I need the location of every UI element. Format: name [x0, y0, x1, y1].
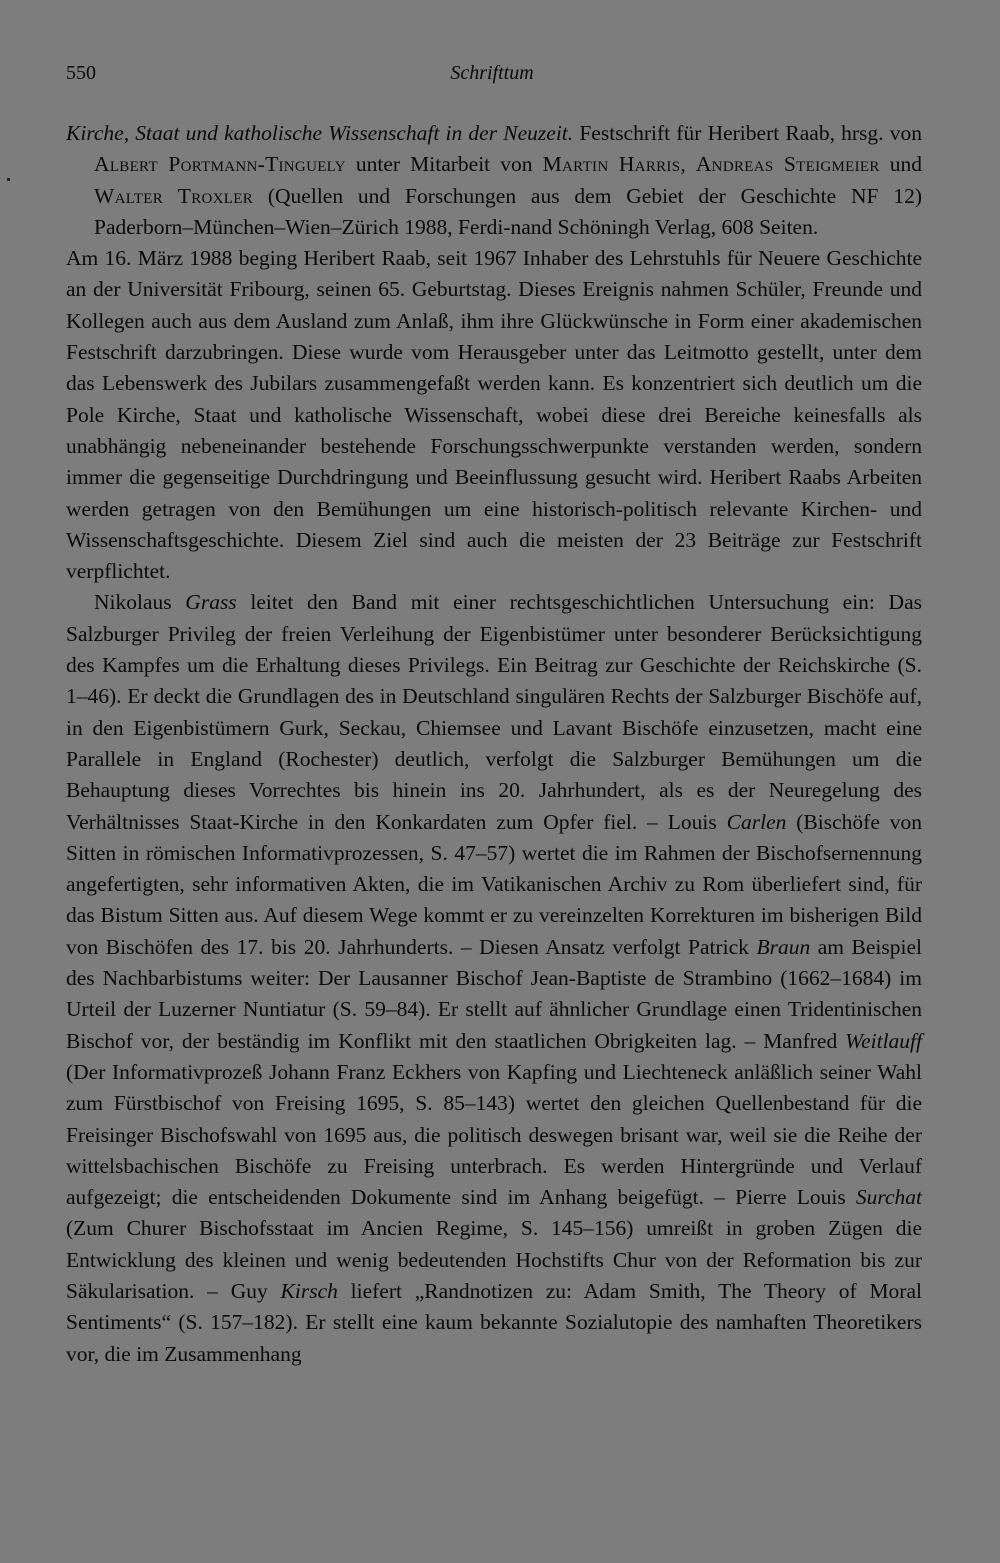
scan-speck	[7, 178, 10, 181]
paragraph-1: Am 16. März 1988 beging Heribert Raab, seit 1967 Inhaber des Lehrstuhls für Neuere Geschichte an der Universität Fribourg, seinen 65. Geburtstag. Dieses Ereignis nahmen Schüler, Freunde und Kollegen auch aus dem Ausland zum Anlaß, ihm ihre Glückwünsche in Form einer akademischen Festschrift darzubringen. Diese wurde vom Herausgeber unter das Leitmotto gestellt, unter dem das Lebenswerk des Jubilars zusammengefaßt werden kann. Es konzentriert sich deutlich um die Pole Kirche, Staat und katholische Wissenschaft, wobei diese drei Bereiche keinesfalls als unabhängig nebeneinander bestehende Forschungsschwerpunkte verstanden werden, sondern immer die gegenseitige Durchdringung und Beeinflussung gesucht wird. Heribert Raabs Arbeiten werden getragen von den Bemühungen um eine historisch-politisch relevante Kirchen- und Wissenschaftsgeschichte. Diesem Ziel sind auch die meisten der 23 Beiträge zur Festschrift verpflichtet.	[66, 246, 922, 584]
bibliographic-entry: Kirche, Staat und katholische Wissenschaft in der Neuzeit. Festschrift für Heribert Raab, hrsg. von Albert Portmann-Tinguely unter Mitarbeit von Martin Harris, Andreas Steigmeier und Walter Troxler (Quellen und Forschungen aus dem Gebiet der Geschichte NF 12) Paderborn–München–Wien–Zürich 1988, Ferdi-nand Schöningh Verlag, 608 Seiten.	[66, 121, 923, 239]
author-name: Braun	[756, 934, 811, 959]
page-number: 550	[66, 62, 96, 84]
editor-name: Albert Portmann-Tinguely	[94, 152, 346, 177]
body-text	[66, 118, 922, 1370]
author-name: Kirsch	[280, 1278, 338, 1303]
book-title: Kirche, Staat und katholische Wissenschaft in der Neuzeit.	[66, 121, 574, 145]
paragraph-2: Nikolaus Grass leitet den Band mit einer rechtsgeschichtlichen Untersuchung ein: Das Salzburger Privileg der freien Verleihung der Eigenbistümer unter besonderer Berücksichtigung des Kampfes um die Erhaltung dieses Privilegs. Ein Beitrag zur Geschichte der Reichskirche (S. 1–46). Er deckt die Grundlagen des in Deutschland singulären Rechts der Salzburger Bischöfe auf, in den Eigenbistümern Gurk, Seckau, Chiemsee und Lavant Bischöfe einzusetzen, macht eine Parallele in England (Rochester) deutlich, verfolgt die Salzburger Bemühungen um die Behauptung dieses Vorrechtes bis hinein ins 20. Jahrhundert, als es der Neuregelung des Verhältnisses Staat-Kirche in den Konkardaten zum Opfer fiel. – Louis Carlen (Bischöfe von Sitten in römischen Informativprozessen, S. 47–57) wertet die im Rahmen der Bischofsernennung angefertigten, sehr informativen Akten, die im Vatikanischen Archiv zu Rom überliefert sind, für das Bistum Sitten aus. Auf diesem Wege kommt er zu vereinzelten Korrekturen im bisherigen Bild von Bischöfen des 17. bis 20. Jahrhunderts. – Diesen Ansatz verfolgt Patrick Braun am Beispiel des Nachbarbistums weiter: Der Lausanner Bischof Jean-Baptiste de Strambino (1662–1684) im Urteil der Luzerner Nuntiatur (S. 59–84). Er stellt auf ähnlicher Grundlage einen Tridentinischen Bischof vor, der beständig im Konflikt mit den staatlichen Obrigkeiten lag. – Manfred Weitlauff (Der Informativprozeß Johann Franz Eckhers von Kapfing und Liechteneck anläßlich seiner Wahl zum Fürstbischof von Freising 1695, S. 85–143) wertet den gleichen Quellenbestand für die Freisinger Bischofswahl von 1695 aus, die politisch deswegen brisant war, weil sie die Reihe der wittelsbachischen Bischöfe zu Freising unterbrach. Es werden Hintergründe und Verlauf aufgezeigt; die entscheidenden Dokumente sind im Anhang beigefügt. – Pierre Louis Surchat (Zum Churer Bischofsstaat im Ancien Regime, S. 145–156) umreißt in groben Zügen die Entwicklung des kleinen und wenig bedeutenden Hochstifts Chur von der Reformation bis zur Säkularisation. – Guy Kirsch liefert „Randnotizen zu: Adam Smith, The Theory of Moral Sentiments“ (S. 157–182). Er stellt eine kaum bekannte Sozialutopie des namhaften Theoretikers vor, die im Zusammenhang	[66, 590, 922, 1366]
author-name: Weitlauff	[845, 1028, 922, 1053]
contributor-name: Andreas Steigmeier	[695, 152, 880, 177]
contributor-name: Walter Troxler	[94, 183, 254, 208]
author-name: Grass	[185, 590, 237, 615]
author-name: Carlen	[726, 809, 787, 834]
author-name: Surchat	[855, 1185, 922, 1210]
page-header	[66, 56, 918, 90]
contributor-name: Martin Harris	[542, 152, 681, 177]
running-head: Schrifttum	[450, 62, 534, 84]
